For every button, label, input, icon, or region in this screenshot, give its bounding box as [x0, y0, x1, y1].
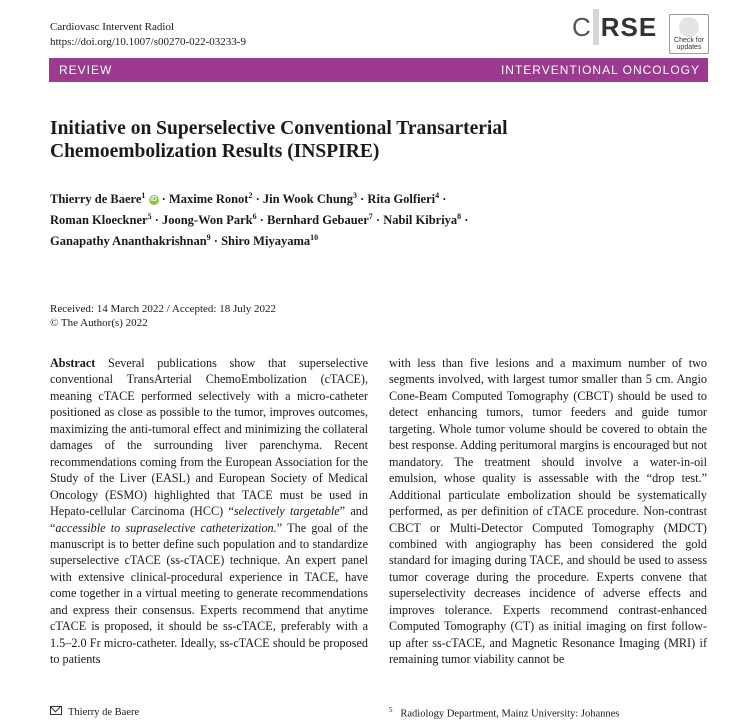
author[interactable]: Rita Golfieri$^4$ — [367, 191, 440, 207]
author[interactable]: Ganapathy Ananthakrishnan$^9$ — [50, 233, 211, 249]
author[interactable]: Thierry de Baere$^1$ — [50, 191, 146, 207]
author[interactable]: Jin Wook Chung$^3$ — [262, 191, 357, 207]
check-updates-line2: updates — [676, 44, 702, 51]
check-updates-icon — [679, 17, 699, 37]
author[interactable]: Nabil Kibriya$^8$ — [383, 212, 462, 228]
article-type-label: REVIEW — [59, 63, 113, 77]
article-dates — [50, 302, 276, 330]
journal-header — [50, 20, 246, 50]
author[interactable]: Bernhard Gebauer$^7$ — [267, 212, 373, 228]
author[interactable]: Roman Kloeckner$^5$ — [50, 212, 152, 228]
abstract-column-right — [389, 355, 707, 668]
affiliation-text: Radiology Department, Mainz University: Johannes — [400, 708, 620, 720]
affiliation-footnote: $^5$ Radiology Department, Mainz University: Johannes — [389, 706, 620, 720]
abstract-label: Abstract — [50, 356, 96, 370]
author[interactable]: Joong-Won Park$^6$ — [161, 212, 257, 228]
abstract-column-left — [50, 355, 368, 668]
author[interactable]: Maxime Ronot$^2$ — [168, 191, 253, 207]
article-title: Initiative on Superselective Conventional Transarterial Chemoembolization Results (INSPIRE) — [50, 118, 508, 162]
logo-bar — [593, 9, 599, 45]
corresponding-author-name[interactable]: Thierry de Baere — [68, 707, 140, 718]
orcid-icon[interactable]: iD — [150, 196, 158, 204]
check-updates-line1: Check for — [674, 37, 704, 44]
cirse-logo — [572, 10, 657, 44]
logo-letter-c: C — [572, 11, 591, 42]
abstract-paragraph: Abstract Several publications show that superselective conventional TransArterial ChemoEmbolization (cTACE), meaning cTACE performed selectively with a micro-catheter positioned as close as possible to the tumor, improves outcomes, maximizing the anti-tumoral effect and minimizing the collateral damages of the surrounding liver parenchyma. Recent recommendations coming from the European Association for the Study of the Liver (EASL) and European Society of Medical Oncology (ESMO) highlighted that TACE must be used in Hepato-cellular Carcinoma (HCC) “selectively targetable” and “accessible to supraselective catheterization.” The goal of the manuscript is to better define such population and to standardize superselective cTACE (ss-cTACE) technique. An expert panel with extensive clinical-procedural experience in TACE, have come together in a virtual meeting to generate recommendations and express their consensus. Experts recommend that anytime cTACE is proposed, it should be ss-cTACE, preferably with a 1.5–2.0 Fr micro-catheter. Ideally, ss-cTACE should be proposed to patients — [50, 356, 368, 667]
received-accepted-dates: Received: 14 March 2022 / Accepted: 18 July 2022 — [50, 303, 277, 315]
author[interactable]: Shiro Miyayama$^{10}$ — [221, 233, 319, 249]
doi-link[interactable]: https://doi.org/10.1007/s00270-022-03233-9 — [50, 36, 246, 48]
category-band — [49, 58, 708, 82]
copyright-notice: © The Author(s) 2022 — [50, 317, 148, 329]
author-list: Thierry de Baere$^1$ iD · Maxime Ronot$^2$ · Jin Wook Chung$^3$ · Rita Golfieri$^4$ · Roman Kloeckner$^5$ · Joong-Won Park$^6$ · Bernhard Gebauer$^7$ · Nabil Kibriya$^8$ · Ganapathy Ananthakrishnan$^9$ · Shiro Miyayama$^{10}$ — [50, 191, 469, 249]
journal-name: Cardiovasc Intervent Radiol — [50, 21, 175, 33]
envelope-icon — [50, 706, 62, 715]
abstract-continuation: with less than five lesions and a maximum number of two segments involved, with largest tumor smaller than 5 cm. Angio Cone-Beam Computed Tomography (CBCT) should be used to detect enhancing tumors, tumor feeders and guide tumor targeting. Whole tumor volume should be covered to obtain the best response. Adding peritumoral margins is encouraged but not mandatory. The treatment should involve a water-in-oil emulsion, whose quality is assessable with the “drop test.” Additional particulate embolization should be systematically performed, as per definition of cTACE procedure. Non-contrast CBCT or Multi-Detector Computed Tomography (MDCT) combined with angiography has been considered the gold standard for imaging during TACE, and should be used to assess tumor coverage during the procedure. Experts convene that superselectivity decreases incidence of adverse effects and improves tolerance. Experts recommend contrast-enhanced Computed Tomography (CT) as initial imaging on first follow-up after ss-cTACE, and Magnetic Resonance Imaging (MRI) if remaining tumor viability cannot be — [389, 356, 707, 667]
corresponding-author-footnote — [50, 706, 139, 718]
check-for-updates-badge[interactable] — [669, 14, 709, 54]
logo-letters-rse: RSE — [600, 11, 658, 42]
subject-label: INTERVENTIONAL ONCOLOGY — [500, 63, 700, 77]
